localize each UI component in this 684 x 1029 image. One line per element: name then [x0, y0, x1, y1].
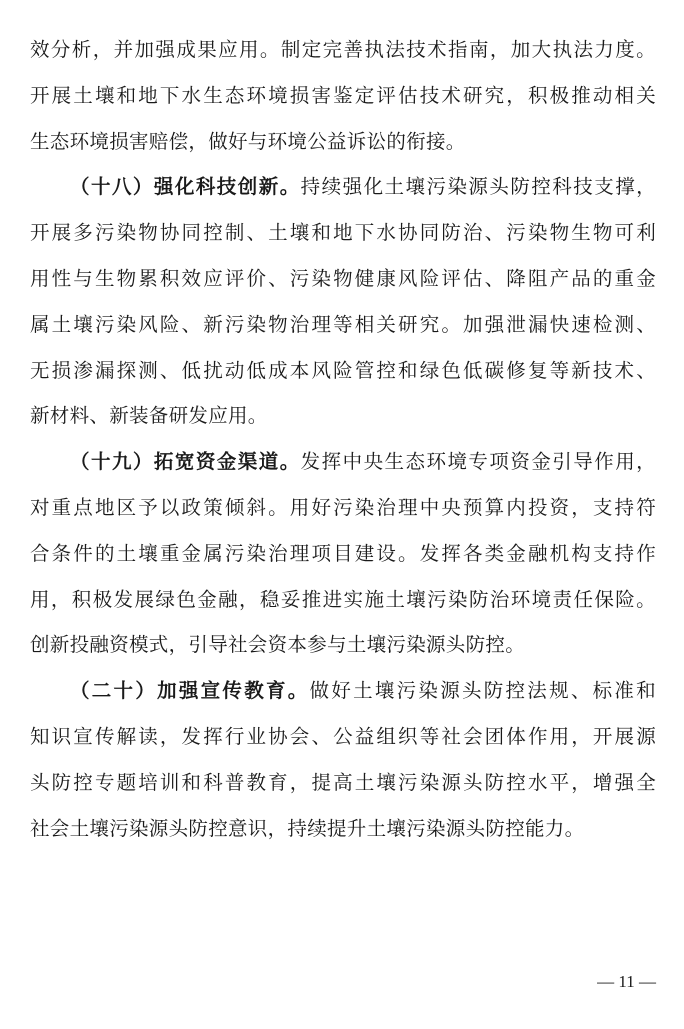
text-line: 新材料、新装备研发应用。	[30, 404, 268, 428]
text-line: 生态环境损害赔偿，做好与环境公益诉讼的衔接。	[30, 129, 466, 153]
paragraph-text: 发挥中央生态环境专项资金引导作用，	[300, 450, 656, 474]
text-line: 效分析，并加强成果应用。制定完善执法技术指南，加大执法力度。	[30, 38, 656, 61]
paragraph-first-line	[30, 668, 656, 714]
text-line: 无损渗漏探测、低扰动低成本风险管控和绿色低碳修复等新技术、	[30, 358, 656, 382]
section-heading: （二十）加强宣传教育。	[70, 679, 310, 703]
page-number: — 11 —	[597, 972, 656, 991]
text-line: 创新投融资模式，引导社会资本参与土壤污染源头防控。	[30, 633, 526, 657]
paragraph-text: 持续强化土壤污染源头防控科技支撑，	[300, 175, 656, 199]
text-line: 对重点地区予以政策倾斜。用好污染治理中央预算内投资，支持符	[30, 495, 656, 519]
text-line: 属土壤污染风险、新污染物治理等相关研究。加强泄漏快速检测、	[30, 312, 656, 336]
section-heading: （十八）强化科技创新。	[70, 175, 301, 199]
document-body	[30, 27, 656, 851]
text-line: 开展土壤和地下水生态环境损害鉴定评估技术研究，积极推动相关	[30, 83, 656, 107]
text-line: 用，积极发展绿色金融，稳妥推进实施土壤污染防治环境责任保险。	[30, 587, 656, 611]
text-line: 头防控专题培训和科普教育，提高土壤污染源头防控水平，增强全	[30, 770, 656, 794]
text-line: 社会土壤污染源头防控意识，持续提升土壤污染源头防控能力。	[30, 816, 585, 840]
paragraph-text: 做好土壤污染源头防控法规、标准和	[309, 679, 656, 703]
text-line: 知识宣传解读，发挥行业协会、公益组织等社会团体作用，开展源	[30, 724, 656, 748]
paragraph-first-line	[30, 164, 656, 210]
text-line: 合条件的土壤重金属污染治理项目建设。发挥各类金融机构支持作	[30, 541, 656, 565]
text-line: 开展多污染物协同控制、土壤和地下水协同防治、污染物生物可利	[30, 221, 656, 245]
text-line: 用性与生物累积效应评价、污染物健康风险评估、降阻产品的重金	[30, 266, 656, 290]
section-heading: （十九）拓宽资金渠道。	[70, 450, 301, 474]
paragraph-first-line	[30, 439, 656, 485]
